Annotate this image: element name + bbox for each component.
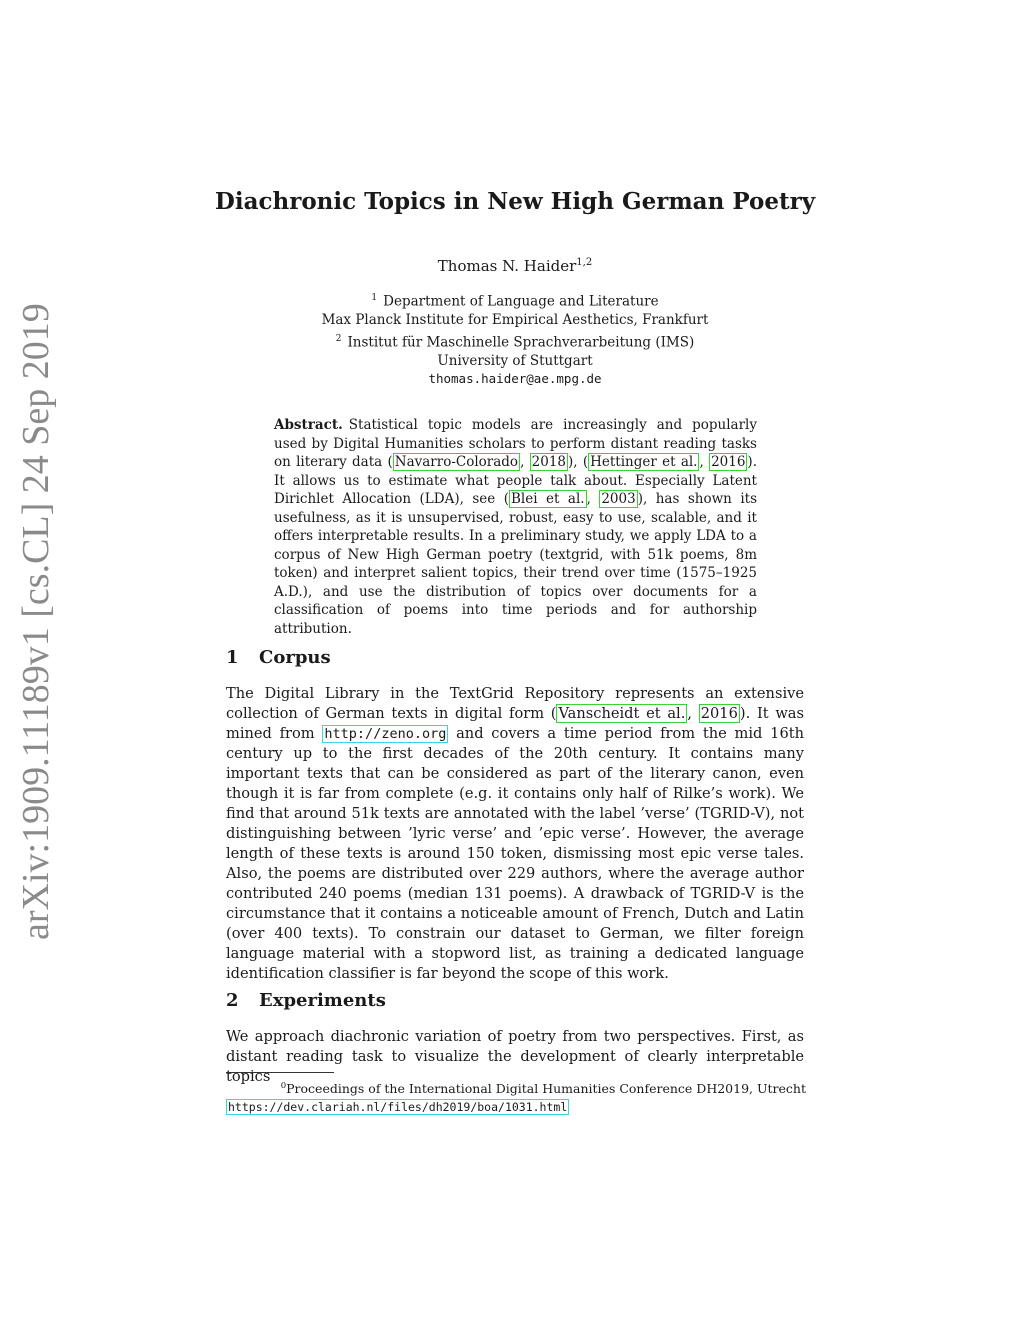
citation-navarro-colorado-year[interactable]: 2018: [531, 454, 566, 470]
citation-vanscheidt-year[interactable]: 2016: [700, 705, 738, 722]
citation-vanscheidt-author[interactable]: Vanscheidt et al.: [558, 705, 686, 722]
affiliation-2-mark: 2: [335, 333, 342, 344]
citation-hettinger-year[interactable]: 2016: [711, 454, 746, 470]
citation-separator: ,: [520, 454, 530, 470]
author-line: [300, 253, 730, 276]
citation-separator: ,: [687, 705, 699, 722]
citation-hettinger-author[interactable]: Hettinger et al.: [590, 454, 698, 470]
zeno-link[interactable]: http://zeno.org: [324, 726, 447, 742]
abstract-text-3: ). It allows us to estimate what people talk about. Especially Latent Dirichlet Allocation (LDA), see (: [274, 454, 757, 507]
affiliation-1-department: Department of Language and Literature: [383, 293, 659, 310]
author-email: thomas.haider@ae.mpg.de: [428, 371, 602, 386]
section-2-body: We approach diachronic variation of poetry from two perspectives. First, as distant reading task to visualize the development of clearly interpretable topics: [226, 1028, 804, 1085]
abstract-text-2: ), (: [568, 454, 589, 470]
footnote-text: Proceedings of the International Digital Humanities Conference DH2019, Utrecht: [286, 1081, 806, 1097]
abstract-text-4: ), has shown its usefulness, as it is unsupervised, robust, easy to use, scalable, and it offers interpretable results. In a preliminary study, we apply LDA to a corpus of New High German poetry (textgrid, with 51k poems, 8m token) and interpret salient topics, their trend over time (1575–1925 A.D.), and use the distribution of topics over documents for a classification of poems into time periods and for authorship attribution.: [274, 491, 757, 637]
section-2-title: Experiments: [259, 990, 386, 1011]
footnote-rule: [226, 1072, 334, 1073]
affiliations: [250, 289, 780, 389]
citation-blei-author[interactable]: Blei et al.: [511, 491, 585, 507]
citation-separator: ,: [699, 454, 710, 470]
affiliation-1-line-1: [250, 289, 780, 311]
footnote: [226, 1077, 806, 1116]
author-name: Thomas N. Haider: [437, 257, 577, 275]
section-1-text-2: ). It was mined from: [226, 705, 804, 742]
affiliation-1-line-2: Max Planck Institute for Empirical Aesthetics, Frankfurt: [321, 312, 709, 328]
abstract-label: Abstract.: [274, 417, 343, 433]
footnote-line: [226, 1077, 806, 1098]
section-1-heading: [226, 646, 806, 670]
citation-navarro-colorado-author[interactable]: Navarro-Colorado: [394, 454, 519, 470]
section-1-text-3: and covers a time period from the mid 16th century up to the first decades of the 20th century. It contains many important texts that can be considered as part of the literary canon, even though it is far from complete (e.g. it contains only half of Rilke’s work). We find that around 51k texts are annotated with the label ’verse’ (TGRID-V), not distinguishing between ’lyric verse’ and ’epic verse’. However, the average length of these texts is around 150 token, dismissing most epic verse tales. Also, the poems are distributed over 229 authors, where the average author contributed 240 poems (median 131 poems). A drawback of TGRID-V is the circumstance that it contains a noticeable amount of French, Dutch and Latin (over 400 texts). To constrain our dataset to German, we filter foreign language material with a stopword list, as training a dedicated language identification classifier is far beyond the scope of this work.: [226, 725, 804, 982]
footnote-url-link[interactable]: https://dev.clariah.nl/files/dh2019/boa/1031.html: [228, 1100, 568, 1115]
section-2-number: 2: [226, 990, 239, 1011]
section-1-text-1: The Digital Library in the TextGrid Repository represents an extensive collection of German texts in digital form (: [226, 685, 804, 722]
section-1-number: 1: [226, 647, 239, 668]
citation-separator: ,: [586, 491, 600, 507]
author-affiliation-marks: 1,2: [576, 257, 593, 268]
section-1-title: Corpus: [259, 647, 331, 668]
footnote-mark: 0: [280, 1081, 287, 1091]
section-1-body: [226, 684, 804, 984]
abstract-text-1: Statistical topic models are increasingly and popularly used by Digital Humanities scholars to perform distant reading tasks on literary data (: [274, 417, 757, 470]
abstract: [274, 416, 757, 638]
paper-title: Diachronic Topics in New High German Poetry: [214, 188, 816, 215]
affiliation-1-mark: 1: [371, 293, 378, 303]
arxiv-identifier-stamp: arXiv:1909.11189v1 [cs.CL] 24 Sep 2019: [15, 303, 57, 940]
affiliation-2-institute: Institut für Maschinelle Sprachverarbeitung (IMS): [347, 334, 695, 350]
affiliation-2-line-1: [250, 330, 780, 352]
citation-blei-year[interactable]: 2003: [601, 491, 636, 507]
affiliation-2-line-2: University of Stuttgart: [437, 352, 593, 369]
section-2-heading: [226, 989, 806, 1013]
